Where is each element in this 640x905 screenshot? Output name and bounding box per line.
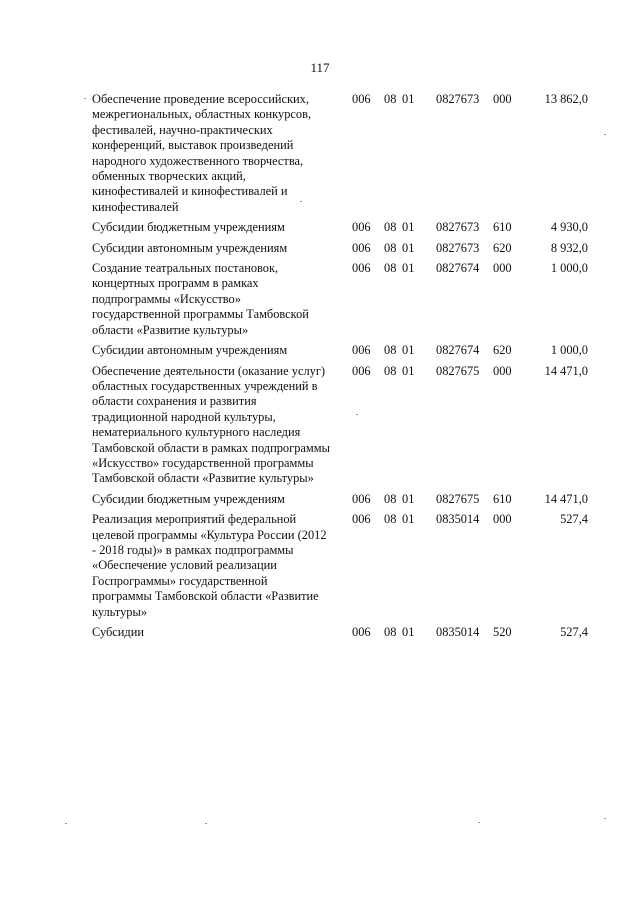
table-row	[0, 92, 640, 215]
cell-subsection: 01	[402, 625, 415, 639]
table-row	[0, 364, 640, 487]
cell-ministry-code: 006	[352, 491, 371, 506]
scan-speck	[84, 98, 86, 99]
cell-target-article: 0835014	[436, 625, 480, 639]
cell-expense-type: 000	[493, 92, 512, 106]
cell-section: 08	[384, 363, 397, 378]
row-description: Субсидии автономным учреждениям	[92, 343, 288, 358]
row-description: Реализация мероприятий федеральной целевой программы «Культура России (2012 - 2018 годы)» в рамках подпрограммы «Обеспечение условий реализации Госпрограммы» государственной программы Тамбовской области «Развитие культуры»	[92, 512, 327, 619]
table-row	[0, 241, 640, 256]
budget-table	[0, 92, 640, 645]
table-row	[0, 492, 640, 507]
cell-ministry-code: 006	[352, 240, 371, 255]
table-row	[0, 625, 640, 640]
cell-target-article: 0827673	[436, 240, 480, 255]
cell-target-article: 0827673	[436, 92, 480, 106]
cell-target-article: 0827675	[436, 363, 480, 378]
cell-section: 08	[384, 261, 397, 276]
cell-subsection: 01	[402, 491, 415, 506]
cell-section: 08	[384, 240, 397, 255]
row-description: Субсидии	[92, 625, 144, 639]
cell-subsection: 01	[402, 220, 415, 235]
cell-amount: 527,4	[560, 625, 588, 639]
cell-expense-type: 000	[493, 261, 512, 276]
cell-amount: 14 471,0	[544, 491, 588, 506]
cell-ministry-code: 006	[352, 261, 371, 276]
cell-expense-type: 520	[493, 625, 512, 639]
cell-section: 08	[384, 625, 397, 639]
cell-section: 08	[384, 491, 397, 506]
cell-ministry-code: 006	[352, 512, 371, 527]
cell-subsection: 01	[402, 512, 415, 527]
cell-ministry-code: 006	[352, 343, 371, 358]
cell-amount: 1 000,0	[550, 261, 588, 276]
cell-amount: 527,4	[560, 512, 588, 527]
cell-ministry-code: 006	[352, 220, 371, 235]
cell-section: 08	[384, 512, 397, 527]
scan-speck	[478, 822, 480, 823]
cell-subsection: 01	[402, 261, 415, 276]
cell-amount: 13 862,0	[544, 92, 588, 106]
row-description: Субсидии бюджетным учреждениям	[92, 220, 285, 235]
cell-subsection: 01	[402, 92, 415, 106]
page-number: 117	[310, 60, 330, 75]
cell-amount: 1 000,0	[550, 343, 588, 358]
row-description: Обеспечение деятельности (оказание услуг) областных государственных учреждений в области сохранения и развития традиционной народной культуры, нематериального культурного наследия Тамбовской области в рамках подпрограммы «Искусство» государственной программы Тамбовской области «Развитие культуры»	[92, 363, 330, 486]
scan-speck	[356, 414, 358, 415]
scan-speck	[205, 823, 207, 824]
scan-speck	[300, 201, 302, 202]
cell-section: 08	[384, 220, 397, 235]
cell-target-article: 0827673	[436, 220, 480, 235]
cell-expense-type: 000	[493, 512, 512, 527]
cell-subsection: 01	[402, 363, 415, 378]
cell-ministry-code: 006	[352, 363, 371, 378]
table-row	[0, 343, 640, 358]
cell-target-article: 0827675	[436, 491, 480, 506]
cell-expense-type: 620	[493, 343, 512, 358]
row-description: Обеспечение проведение всероссийских, межрегиональных, областных конкурсов, фестивалей, научно-практических конференций, выставок произведений народного художественного творчества, обменных творческих акций, кинофестивалей и кинофестивалей и кинофестивалей	[92, 92, 312, 214]
cell-ministry-code: 006	[352, 92, 371, 106]
table-row	[0, 512, 640, 620]
cell-target-article: 0827674	[436, 261, 480, 276]
cell-amount: 4 930,0	[550, 220, 588, 235]
cell-expense-type: 610	[493, 220, 512, 235]
table-row	[0, 220, 640, 235]
cell-expense-type: 000	[493, 363, 512, 378]
cell-subsection: 01	[402, 240, 415, 255]
cell-target-article: 0835014	[436, 512, 480, 527]
cell-expense-type: 610	[493, 491, 512, 506]
cell-target-article: 0827674	[436, 343, 480, 358]
row-description: Создание театральных постановок, концертных программ в рамках подпрограммы «Искусство» государственной программы Тамбовской области «Развитие культуры»	[92, 261, 309, 337]
cell-amount: 8 932,0	[550, 240, 588, 255]
cell-section: 08	[384, 92, 397, 106]
cell-section: 08	[384, 343, 397, 358]
cell-ministry-code: 006	[352, 625, 371, 639]
row-description: Субсидии автономным учреждениям	[92, 240, 288, 255]
table-row	[0, 261, 640, 338]
scan-speck	[604, 818, 606, 819]
scan-speck	[604, 134, 606, 135]
cell-expense-type: 620	[493, 240, 512, 255]
cell-amount: 14 471,0	[544, 363, 588, 378]
scan-speck	[65, 823, 67, 824]
row-description: Субсидии бюджетным учреждениям	[92, 491, 285, 506]
cell-subsection: 01	[402, 343, 415, 358]
